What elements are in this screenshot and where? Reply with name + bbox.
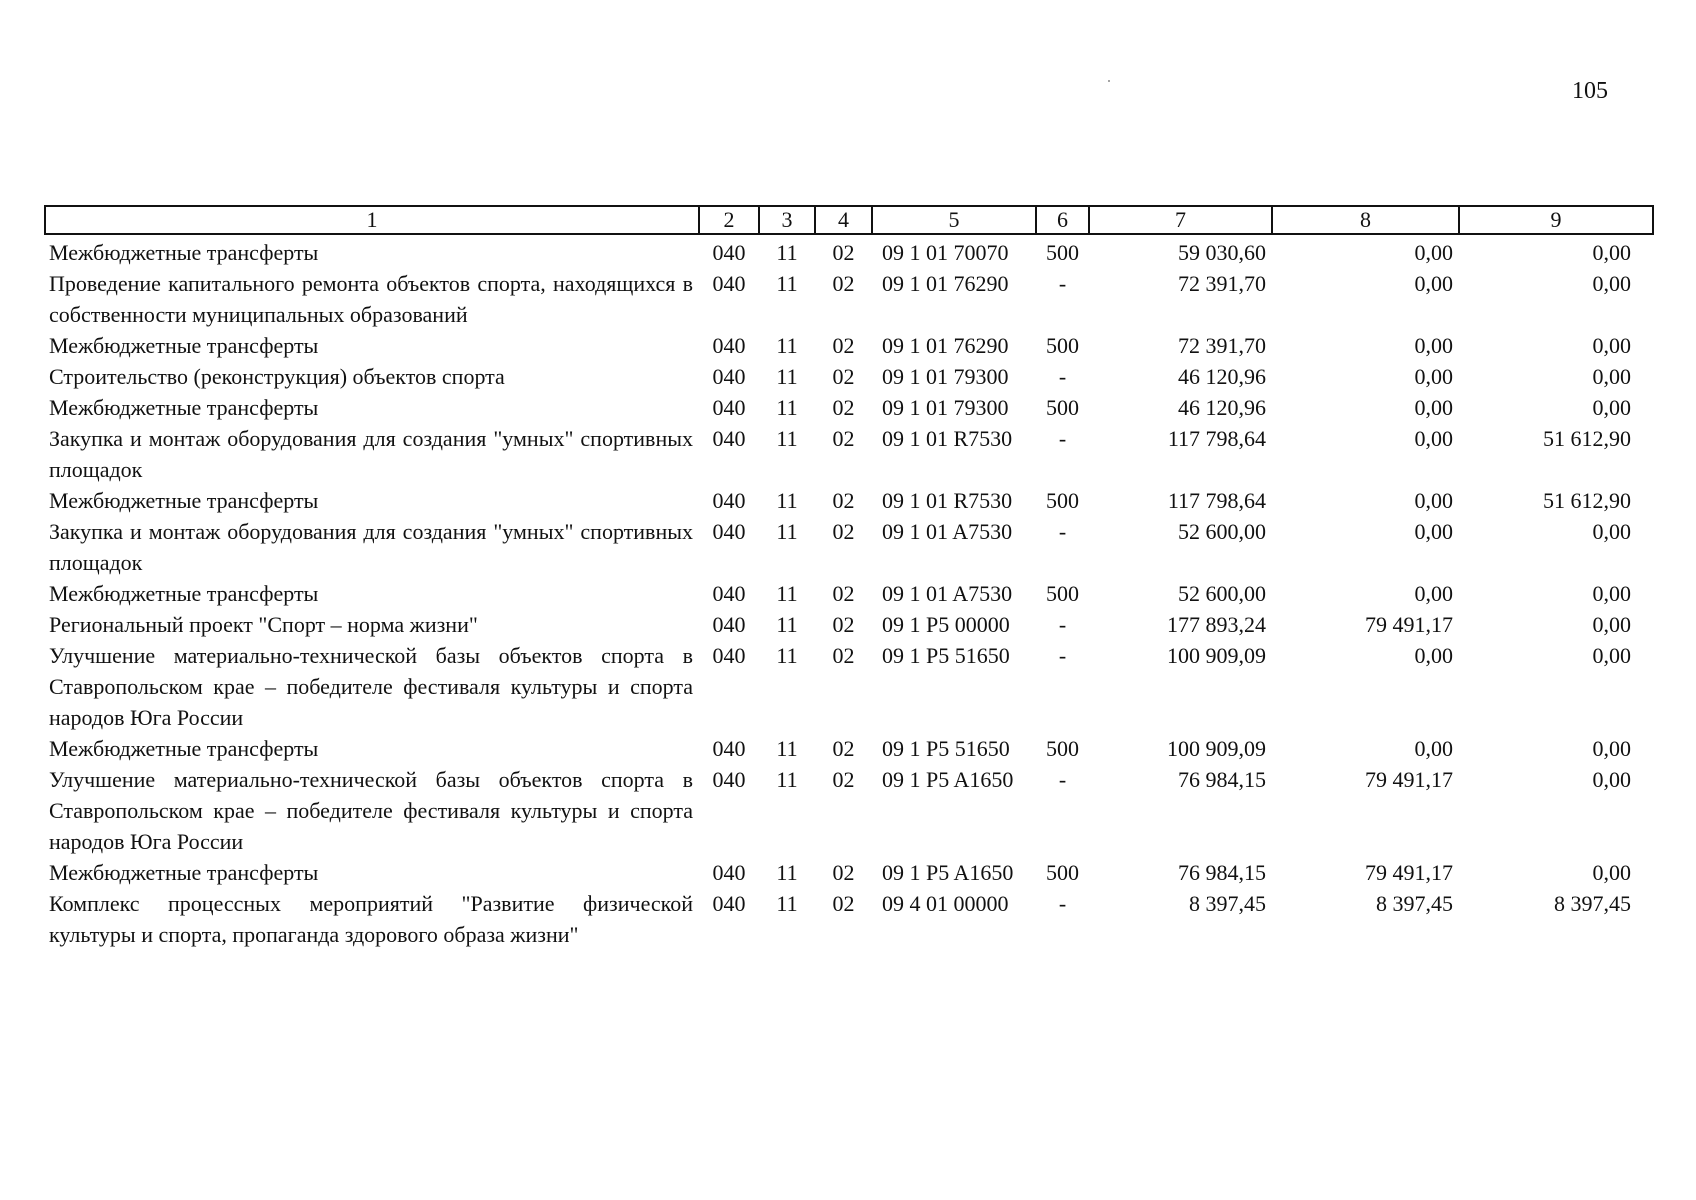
row-amount-col9: 0,00 — [1592, 240, 1631, 265]
row-section-code: 11 — [776, 860, 798, 885]
table-row — [45, 609, 1653, 640]
scan-speck — [1108, 80, 1110, 82]
row-target-code: 09 1 01 A7530 — [882, 519, 1013, 544]
row-amount-col9: 0,00 — [1592, 767, 1631, 792]
row-amount-col9: 0,00 — [1592, 736, 1631, 761]
row-name: Межбюджетные трансферты — [49, 240, 319, 265]
row-ministry-code: 040 — [712, 271, 746, 296]
row-expense-type: 500 — [1046, 860, 1079, 885]
row-expense-type: - — [1058, 612, 1067, 637]
row-subsection-code: 02 — [832, 891, 855, 916]
row-amount-col9: 0,00 — [1592, 333, 1631, 358]
row-ministry-code: 040 — [712, 426, 746, 451]
table-row — [45, 764, 1653, 857]
row-ministry-code: 040 — [712, 488, 746, 513]
table-row — [45, 640, 1653, 733]
row-name: Комплекс процессных мероприятий "Развитие физической культуры и спорта, пропаганда здорового образа жизни" — [49, 891, 693, 947]
row-ministry-code: 040 — [712, 891, 746, 916]
row-amount-col8: 0,00 — [1414, 364, 1453, 389]
row-name: Межбюджетные трансферты — [49, 860, 319, 885]
row-ministry-code: 040 — [712, 612, 746, 637]
row-expense-type: - — [1058, 891, 1067, 916]
row-expense-type: - — [1058, 519, 1067, 544]
row-expense-type: 500 — [1046, 395, 1079, 420]
row-ministry-code: 040 — [712, 364, 746, 389]
row-ministry-code: 040 — [712, 767, 746, 792]
row-amount-col7: 177 893,24 — [1167, 612, 1266, 637]
row-subsection-code: 02 — [832, 767, 855, 792]
row-subsection-code: 02 — [832, 612, 855, 637]
row-amount-col9: 0,00 — [1592, 643, 1631, 668]
header-col-4: 4 — [815, 206, 872, 234]
row-amount-col8: 0,00 — [1414, 426, 1453, 451]
row-ministry-code: 040 — [712, 581, 746, 606]
table-row — [45, 516, 1653, 578]
row-expense-type: - — [1058, 643, 1067, 668]
table-row — [45, 485, 1653, 516]
header-col-9: 9 — [1459, 206, 1653, 234]
row-subsection-code: 02 — [832, 364, 855, 389]
row-expense-type: - — [1058, 271, 1067, 296]
row-amount-col7: 76 984,15 — [1178, 767, 1266, 792]
row-amount-col7: 72 391,70 — [1178, 333, 1266, 358]
table-row — [45, 733, 1653, 764]
row-amount-col7: 100 909,09 — [1167, 643, 1266, 668]
row-amount-col9: 51 612,90 — [1543, 488, 1631, 513]
row-subsection-code: 02 — [832, 271, 855, 296]
row-section-code: 11 — [776, 488, 798, 513]
row-target-code: 09 4 01 00000 — [882, 891, 1009, 916]
row-section-code: 11 — [776, 426, 798, 451]
row-target-code: 09 1 01 R7530 — [882, 488, 1013, 513]
row-amount-col7: 46 120,96 — [1178, 364, 1266, 389]
row-amount-col8: 0,00 — [1414, 240, 1453, 265]
row-ministry-code: 040 — [712, 240, 746, 265]
row-ministry-code: 040 — [712, 736, 746, 761]
row-name: Строительство (реконструкция) объектов спорта — [49, 364, 505, 389]
row-subsection-code: 02 — [832, 581, 855, 606]
row-section-code: 11 — [776, 581, 798, 606]
row-amount-col8: 0,00 — [1414, 271, 1453, 296]
row-section-code: 11 — [776, 333, 798, 358]
row-target-code: 09 1 01 R7530 — [882, 426, 1013, 451]
row-name: Улучшение материально-технической базы объектов спорта в Ставропольском крае – победителе фестиваля культуры и спорта народов Юга России — [49, 643, 693, 730]
row-name: Региональный проект "Спорт – норма жизни" — [49, 612, 478, 637]
header-col-6: 6 — [1036, 206, 1089, 234]
row-target-code: 09 1 P5 51650 — [882, 736, 1010, 761]
header-col-3: 3 — [759, 206, 815, 234]
table-row — [45, 330, 1653, 361]
row-amount-col7: 8 397,45 — [1189, 891, 1266, 916]
row-amount-col9: 0,00 — [1592, 519, 1631, 544]
row-amount-col9: 0,00 — [1592, 860, 1631, 885]
row-target-code: 09 1 01 79300 — [882, 364, 1009, 389]
row-amount-col7: 59 030,60 — [1178, 240, 1266, 265]
row-amount-col8: 8 397,45 — [1376, 891, 1453, 916]
row-amount-col9: 51 612,90 — [1543, 426, 1631, 451]
row-amount-col9: 0,00 — [1592, 364, 1631, 389]
row-ministry-code: 040 — [712, 643, 746, 668]
row-amount-col7: 52 600,00 — [1178, 519, 1266, 544]
row-name: Межбюджетные трансферты — [49, 333, 319, 358]
row-amount-col8: 0,00 — [1414, 581, 1453, 606]
header-col-1: 1 — [45, 206, 699, 234]
row-amount-col9: 0,00 — [1592, 612, 1631, 637]
row-section-code: 11 — [776, 271, 798, 296]
row-amount-col9: 0,00 — [1592, 395, 1631, 420]
row-expense-type: 500 — [1046, 488, 1079, 513]
row-name: Улучшение материально-технической базы объектов спорта в Ставропольском крае – победителе фестиваля культуры и спорта народов Юга России — [49, 767, 693, 854]
row-amount-col7: 46 120,96 — [1178, 395, 1266, 420]
row-amount-col8: 0,00 — [1414, 333, 1453, 358]
row-amount-col7: 100 909,09 — [1167, 736, 1266, 761]
row-ministry-code: 040 — [712, 333, 746, 358]
table-row — [45, 423, 1653, 485]
row-section-code: 11 — [776, 643, 798, 668]
row-name: Межбюджетные трансферты — [49, 395, 319, 420]
row-amount-col7: 76 984,15 — [1178, 860, 1266, 885]
row-subsection-code: 02 — [832, 395, 855, 420]
row-ministry-code: 040 — [712, 860, 746, 885]
row-section-code: 11 — [776, 519, 798, 544]
row-subsection-code: 02 — [832, 333, 855, 358]
header-col-2: 2 — [699, 206, 759, 234]
row-amount-col9: 8 397,45 — [1554, 891, 1631, 916]
row-subsection-code: 02 — [832, 860, 855, 885]
row-section-code: 11 — [776, 364, 798, 389]
row-section-code: 11 — [776, 612, 798, 637]
row-amount-col9: 0,00 — [1592, 271, 1631, 296]
row-target-code: 09 1 01 A7530 — [882, 581, 1013, 606]
row-amount-col8: 0,00 — [1414, 519, 1453, 544]
row-subsection-code: 02 — [832, 643, 855, 668]
row-name: Закупка и монтаж оборудования для создания "умных" спортивных площадок — [49, 426, 693, 482]
row-name: Проведение капитального ремонта объектов спорта, находящихся в собственности муниципальных образований — [49, 271, 693, 327]
table-row — [45, 392, 1653, 423]
row-amount-col8: 0,00 — [1414, 643, 1453, 668]
table-row — [45, 888, 1653, 950]
row-section-code: 11 — [776, 891, 798, 916]
row-amount-col8: 0,00 — [1414, 736, 1453, 761]
header-col-8: 8 — [1272, 206, 1459, 234]
row-target-code: 09 1 01 76290 — [882, 333, 1009, 358]
row-target-code: 09 1 01 79300 — [882, 395, 1009, 420]
row-target-code: 09 1 01 70070 — [882, 240, 1009, 265]
row-name: Межбюджетные трансферты — [49, 488, 319, 513]
row-section-code: 11 — [776, 736, 798, 761]
row-amount-col8: 79 491,17 — [1365, 860, 1453, 885]
row-subsection-code: 02 — [832, 519, 855, 544]
row-name: Закупка и монтаж оборудования для создания "умных" спортивных площадок — [49, 519, 693, 575]
row-expense-type: 500 — [1046, 736, 1079, 761]
row-section-code: 11 — [776, 240, 798, 265]
row-subsection-code: 02 — [832, 426, 855, 451]
row-amount-col8: 0,00 — [1414, 395, 1453, 420]
row-subsection-code: 02 — [832, 736, 855, 761]
row-expense-type: 500 — [1046, 240, 1079, 265]
row-name: Межбюджетные трансферты — [49, 736, 319, 761]
row-expense-type: 500 — [1046, 581, 1079, 606]
row-target-code: 09 1 01 76290 — [882, 271, 1009, 296]
row-name: Межбюджетные трансферты — [49, 581, 319, 606]
row-ministry-code: 040 — [712, 519, 746, 544]
table-row — [45, 268, 1653, 330]
row-subsection-code: 02 — [832, 240, 855, 265]
row-amount-col8: 79 491,17 — [1365, 767, 1453, 792]
row-amount-col7: 117 798,64 — [1167, 426, 1266, 451]
table-row — [45, 578, 1653, 609]
row-expense-type: - — [1058, 426, 1067, 451]
table-row — [45, 361, 1653, 392]
row-ministry-code: 040 — [712, 395, 746, 420]
table-row — [45, 234, 1653, 268]
row-target-code: 09 1 P5 A1650 — [882, 860, 1014, 885]
row-amount-col8: 79 491,17 — [1365, 612, 1453, 637]
row-amount-col7: 117 798,64 — [1167, 488, 1266, 513]
header-row — [45, 206, 1653, 234]
row-target-code: 09 1 P5 00000 — [882, 612, 1010, 637]
row-expense-type: - — [1058, 767, 1067, 792]
row-amount-col8: 0,00 — [1414, 488, 1453, 513]
row-expense-type: 500 — [1046, 333, 1079, 358]
page-number: 105 — [1572, 78, 1608, 104]
header-col-5: 5 — [872, 206, 1036, 234]
row-amount-col7: 52 600,00 — [1178, 581, 1266, 606]
row-section-code: 11 — [776, 767, 798, 792]
row-amount-col7: 72 391,70 — [1178, 271, 1266, 296]
budget-table — [44, 205, 1654, 950]
row-target-code: 09 1 P5 A1650 — [882, 767, 1014, 792]
row-subsection-code: 02 — [832, 488, 855, 513]
row-section-code: 11 — [776, 395, 798, 420]
row-amount-col9: 0,00 — [1592, 581, 1631, 606]
row-expense-type: - — [1058, 364, 1067, 389]
header-col-7: 7 — [1089, 206, 1272, 234]
table-row — [45, 857, 1653, 888]
row-target-code: 09 1 P5 51650 — [882, 643, 1010, 668]
